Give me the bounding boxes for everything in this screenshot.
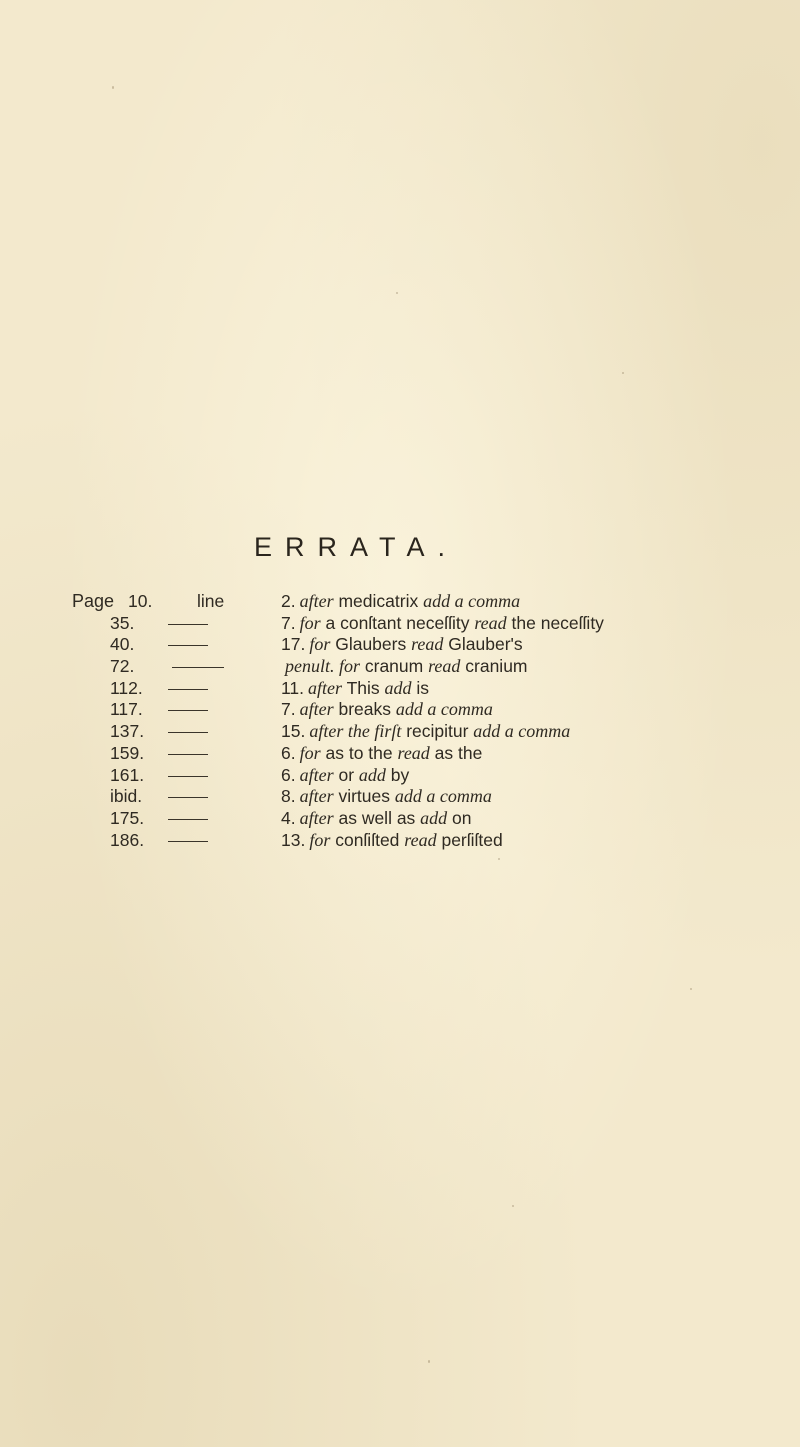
entry-line-number: 7.: [281, 612, 296, 633]
errata-title: ERRATA.: [254, 532, 459, 562]
entry-line-number: 15.: [281, 721, 306, 742]
entry-page-number: 72.: [110, 656, 135, 677]
entry-line-number: 17.: [281, 634, 306, 655]
correction-instruction: add: [420, 807, 448, 828]
entry-correction: [281, 678, 429, 700]
correction-text: conſiſted: [330, 829, 405, 850]
correction-instruction: add: [358, 764, 386, 785]
correction-text: a conſtant neceſſity: [320, 612, 475, 633]
correction-instruction: read: [411, 634, 444, 655]
correction-text: on: [447, 807, 472, 828]
correction-instruction: read: [474, 612, 507, 633]
errata-entry: [72, 634, 772, 656]
entry-page-number: 137.: [110, 721, 145, 742]
paper-speck: [512, 1205, 514, 1207]
ditto-dash: [168, 841, 208, 842]
errata-entry: [72, 830, 772, 852]
correction-text: the neceſſity: [506, 612, 604, 633]
paper-speck: [622, 372, 624, 374]
correction-instruction: for: [299, 612, 321, 633]
errata-entry: [72, 786, 772, 808]
ditto-dash: [168, 710, 208, 711]
entry-correction: [281, 634, 523, 656]
errata-entry: [72, 656, 772, 678]
correction-instruction: after: [299, 786, 334, 807]
correction-instruction: after: [308, 677, 343, 698]
correction-text: cranium: [460, 656, 528, 677]
entry-page-number: 186.: [110, 829, 145, 850]
paper-speck: [396, 292, 398, 294]
ditto-dash: [168, 776, 208, 777]
entry-line-number: 8.: [281, 786, 296, 807]
errata-entry: [72, 765, 772, 787]
line-label: line: [197, 591, 225, 611]
entry-page-number: 117.: [110, 699, 143, 720]
correction-instruction: add a comma: [423, 591, 521, 611]
entry-page-ref: [72, 591, 192, 613]
paper-speck: [428, 1360, 430, 1363]
ditto-dash: [168, 689, 208, 690]
errata-entry: [72, 591, 772, 613]
entry-correction: [281, 743, 482, 765]
correction-instruction: after: [299, 807, 334, 828]
ditto-dash: [168, 645, 208, 646]
entry-line-number: 6.: [281, 742, 296, 763]
errata-entry: [72, 743, 772, 765]
correction-instruction: read: [428, 656, 461, 677]
entry-page-number: 175.: [110, 807, 145, 828]
correction-instruction: read: [397, 742, 430, 763]
correction-text: by: [385, 764, 410, 785]
correction-text: Glauber's: [443, 634, 523, 655]
entry-page-number: 40.: [110, 634, 135, 655]
errata-entry: [72, 808, 772, 830]
correction-instruction: add a comma: [394, 786, 492, 807]
correction-text: medicatrix: [333, 591, 424, 611]
correction-text: virtues: [333, 786, 395, 807]
entry-line-number: 7.: [281, 699, 296, 720]
correction-instruction: for: [299, 742, 321, 763]
correction-instruction: after the firſt: [309, 721, 402, 742]
ditto-dash: [168, 624, 208, 625]
entry-page-number: 10.: [128, 591, 153, 611]
correction-instruction: add a comma: [473, 721, 571, 742]
entry-page-number: 159.: [110, 742, 145, 763]
page-label: Page: [72, 591, 115, 611]
correction-text: perſiſted: [436, 829, 503, 850]
entry-correction: [281, 786, 492, 808]
correction-text: is: [411, 677, 429, 698]
ditto-dash: [168, 754, 208, 755]
entry-line-number: 2.: [281, 591, 296, 611]
correction-instruction: add: [384, 677, 412, 698]
paper-speck: [112, 86, 114, 89]
paper-speck: [498, 858, 500, 860]
ditto-dash: [168, 732, 208, 733]
entry-correction: [281, 656, 528, 678]
entry-line-number: 13.: [281, 829, 306, 850]
correction-text: as well as: [333, 807, 421, 828]
correction-instruction: for: [309, 829, 331, 850]
correction-instruction: penult. for: [285, 656, 360, 677]
entry-correction: [281, 765, 409, 787]
correction-text: This: [342, 677, 385, 698]
correction-text: breaks: [333, 699, 396, 720]
correction-text: cranum: [360, 656, 429, 677]
correction-instruction: for: [309, 634, 331, 655]
ditto-dash: [168, 797, 208, 798]
entry-page-number: 112.: [110, 677, 143, 698]
entry-correction: [281, 721, 570, 743]
correction-text: recipitur: [401, 721, 474, 742]
ditto-dash: [168, 819, 208, 820]
paper-speck: [690, 988, 692, 990]
entry-line-number: 4.: [281, 807, 296, 828]
entry-page-number: 35.: [110, 612, 135, 633]
errata-entry: [72, 721, 772, 743]
correction-text: or: [333, 764, 359, 785]
entry-page-number: 161.: [110, 764, 145, 785]
correction-instruction: add a comma: [395, 699, 493, 720]
correction-instruction: after: [299, 699, 334, 720]
entry-correction: [281, 613, 604, 635]
errata-entry: [72, 699, 772, 721]
entry-page-number: ibid.: [110, 786, 143, 807]
errata-entry: [72, 613, 772, 635]
errata-entry: [72, 678, 772, 700]
entry-correction: [281, 699, 493, 721]
entry-line-number: 11.: [281, 677, 305, 698]
correction-instruction: after: [299, 764, 334, 785]
entry-correction: [281, 830, 503, 852]
entry-correction: [281, 591, 520, 613]
entry-line-number: 6.: [281, 764, 296, 785]
errata-list: [72, 591, 772, 851]
entry-correction: [281, 808, 472, 830]
correction-text: Glaubers: [330, 634, 412, 655]
correction-instruction: read: [404, 829, 437, 850]
correction-text: as to the: [320, 742, 398, 763]
ditto-dash: [172, 667, 224, 668]
correction-instruction: after: [299, 591, 334, 611]
correction-text: as the: [429, 742, 483, 763]
